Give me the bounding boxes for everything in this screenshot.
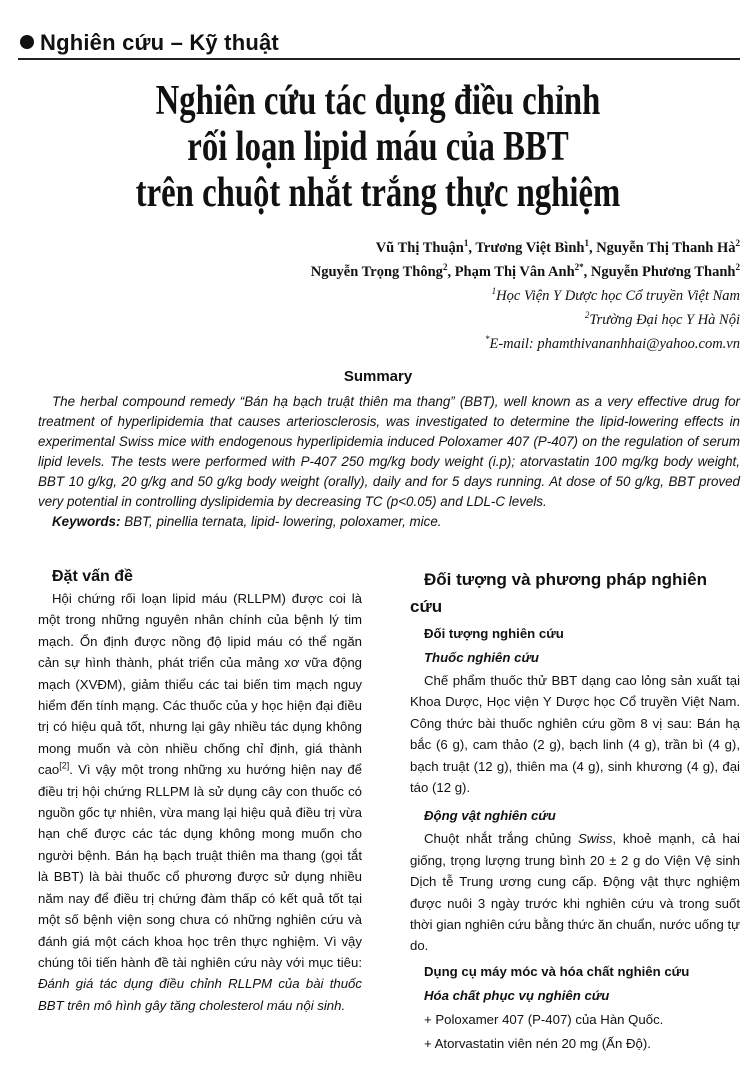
- list-item: + Atorvastatin viên nén 20 mg (Ấn Độ).: [424, 1035, 651, 1051]
- intro-text: Hội chứng rối loạn lipid máu (RLLPM) được coi là một trong những nguyên nhân chính của bệnh lý tim mạch. Ổn định được nồng độ lipid máu có thể ngăn cản sự hình thành, phát triển của mảng xơ vữa động mạch (XVĐM), giảm thiểu các tai biến tim mạch nguy hiểm đến tính mạng. Các thuốc của y học hiện đại điều trị có hiệu quả tốt, nhưng lại gây nhiều tác dụng không mong muốn và còn nhiều chống chỉ định, giá thành cao: [38, 591, 362, 778]
- title-line: Nghiên cứu tác dụng điều chỉnh: [155, 78, 601, 124]
- animal-text: , khoẻ mạnh, cả hai giống, trọng lượng trung bình 20 ± 2 g do Viện Vệ sinh Dịch tễ Trung ương cung cấp. Động vật thực nghiệm được nuôi 3 ngày trước khi nghiên cứu và trong suốt thời gian nghiên cứu bằng thức ăn chuẩn, nước uống tự do.: [410, 831, 740, 954]
- abstract: [38, 392, 740, 532]
- summary-heading: Summary: [343, 368, 413, 385]
- left-column: [38, 566, 362, 1016]
- author-name: Vũ Thị Thuận: [375, 240, 464, 256]
- title-line: trên chuột nhắt trắng thực nghiệm: [135, 170, 621, 216]
- keywords: [38, 512, 740, 532]
- drug-text: Chế phẩm thuốc thử BBT dạng cao lỏng sản xuất tại Khoa Dược, Học viện Y Dược học Cổ truyền Việt Nam. Công thức bài thuốc nghiên cứu gồm 8 vị sau: Bán hạ bắc (6 g), cam thảo (2 g), bạch linh (4 g), trần bì (4 g), bạch truật (12 g), thiên ma (4 g), sinh khương (4 g), đại táo (12 g).: [410, 673, 740, 796]
- title-line: rối loạn lipid máu của BBT: [187, 124, 569, 170]
- author-affil: 2: [735, 238, 740, 249]
- affil-text: Học Viện Y Dược học Cổ truyền Việt Nam: [496, 288, 740, 304]
- sep: ,: [583, 264, 591, 280]
- bullet-icon: [20, 35, 34, 49]
- animal-paragraph: [410, 828, 740, 956]
- keywords-text: BBT, pinellia ternata, lipid- lowering, poloxamer, mice.: [120, 514, 442, 529]
- author-affil: 2: [442, 262, 448, 273]
- article-title: [83, 78, 673, 216]
- author-affil: 2: [735, 262, 740, 273]
- sep: ,: [447, 264, 455, 280]
- header-rule: [18, 58, 740, 60]
- affil-mark: 1: [491, 286, 497, 297]
- drug-heading: Thuốc nghiên cứu: [424, 650, 539, 665]
- author-name: Nguyễn Thị Thanh Hà: [596, 240, 736, 256]
- animal-heading: Động vật nghiên cứu: [424, 808, 556, 824]
- email-text: E-mail: phamthivananhhai@yahoo.com.vn: [489, 336, 740, 352]
- affil-text: Trường Đại học Y Hà Nội: [589, 312, 740, 328]
- methods-heading: Đối tượng và phương pháp nghiên cứu: [410, 570, 707, 616]
- list-item: + Poloxamer 407 (P-407) của Hàn Quốc.: [424, 1011, 664, 1027]
- author-name: Phạm Thị Vân Anh: [454, 264, 575, 280]
- animal-text: Chuột nhắt trắng chủng: [424, 831, 578, 847]
- author-affil: 1: [584, 238, 589, 249]
- author-name: Nguyễn Trọng Thông: [310, 264, 443, 280]
- objective-text: Đánh giá tác dụng điều chỉnh RLLPM của bài thuốc BBT trên mô hình gây tăng cholesterol máu nội sinh.: [38, 976, 362, 1013]
- right-column: [410, 566, 740, 1056]
- abstract-text: The herbal compound remedy “Bán hạ bạch truật thiên ma thang” (BBT), well known as a very effective drug for treatment of hyperlipidemia that causes arteriosclerosis, was investigated to determine the lipid-lowering effects in experimental Swiss mice with endogenous hyperlipidemia induced Poloxamer 407 (P-407) on the regulation of serum lipid levels. The tests were performed with P-407 250 mg/kg body weight (i.p); atorvastatin 100 mg/kg body weight, BBT 10 g/kg, 20 g/kg and 50 g/kg body weight (orally), daily and for 5 days running. At dose of 50 g/kg, BBT proved very potential in controlling dyslipidemia by decreasing TC (p<0.05) and LDL-C levels.: [38, 394, 740, 509]
- author-affil: 1: [463, 238, 469, 249]
- intro-text: . Vì vậy một trong những xu hướng hiện nay để điều trị hội chứng RLLPM là sử dụng cây con thuốc có nguồn gốc tự nhiên, vừa mang lại hiệu quả điều trị vừa hạn chế được các tác dụng không mong muốn cho người bệnh. Bán hạ bạch truật thiên ma thang (gọi tắt là BBT) là bài thuốc cổ phương được sử dụng nhiều năm nay để điều trị chứng đàm thấp có kết quả tốt tại một số bệnh viện song chưa có những nghiên cứu và đánh giá một cách khoa học trên thực nghiệm. Vì vậy chúng tôi tiến hành đề tài nghiên cứu này với mục tiêu:: [38, 762, 362, 970]
- section-header: [20, 30, 279, 56]
- author-affil: 2*: [574, 262, 584, 273]
- affiliation: [311, 308, 740, 332]
- authors-block: [311, 236, 740, 356]
- affiliation: [311, 284, 740, 308]
- intro-paragraph: [38, 588, 362, 1016]
- chem-heading: Hóa chất phục vụ nghiên cứu: [424, 987, 610, 1003]
- intro-heading: Đặt vấn đề: [52, 568, 133, 585]
- equipment-heading: Dụng cụ máy móc và hóa chất nghiên cứu: [424, 963, 690, 979]
- author-line-2: [311, 260, 740, 284]
- sep: ,: [588, 240, 597, 256]
- affil-mark: *: [484, 334, 490, 345]
- sep: ,: [468, 240, 476, 256]
- affil-mark: 2: [584, 310, 590, 321]
- author-name: Trương Việt Bình: [475, 240, 585, 256]
- author-line-1: [311, 236, 740, 260]
- section-label: Nghiên cứu – Kỹ thuật: [40, 30, 279, 55]
- subject-heading: Đối tượng nghiên cứu: [424, 626, 564, 641]
- citation: [2]: [59, 760, 70, 771]
- contact-email: [311, 332, 740, 356]
- strain-name: Swiss: [577, 831, 613, 847]
- keywords-label: Keywords:: [52, 514, 121, 529]
- author-name: Nguyễn Phương Thanh: [590, 264, 736, 280]
